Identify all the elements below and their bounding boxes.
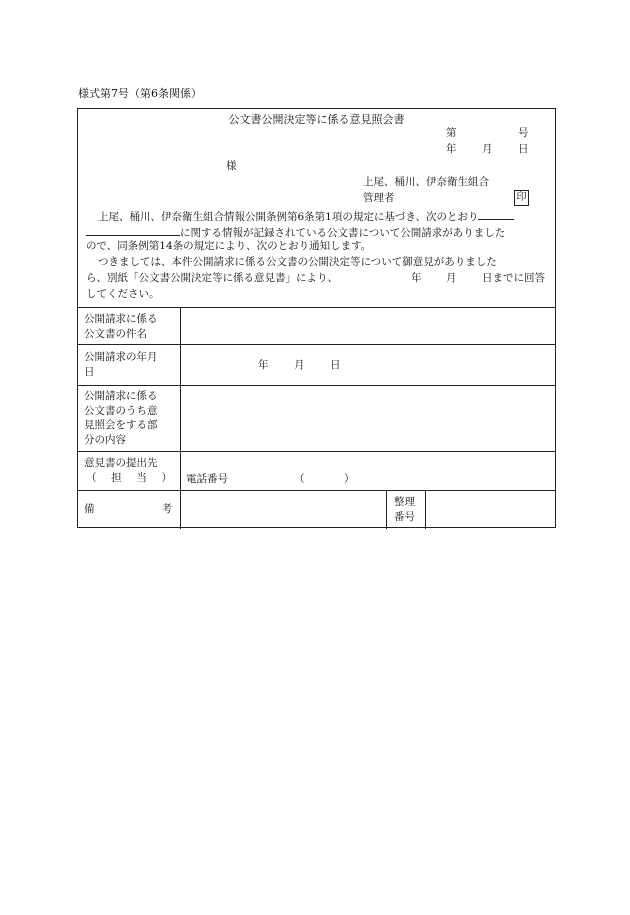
request-date-year: 年 xyxy=(258,359,269,371)
body-line-6: してください。 xyxy=(86,288,160,300)
subject-blank-continued xyxy=(86,223,180,236)
phone-close-paren: ） xyxy=(344,473,355,485)
row-submission-label: 意見書の提出先 （ 担 当 ） xyxy=(84,457,172,484)
reply-deadline-month: 月 xyxy=(446,272,457,284)
reply-deadline-day: 日までに回答 xyxy=(482,272,545,284)
body-line-2: に関する情報が記録されている公文書について公開請求がありました xyxy=(86,223,505,241)
date-month: 月 xyxy=(482,143,493,155)
row-inquiry-content-label: 公開請求に係る 公文書のうち意 見照会をする部 分の内容 xyxy=(84,390,158,446)
inquiry-form xyxy=(77,108,556,528)
addressee-suffix: 様 xyxy=(226,160,237,172)
table-row-divider xyxy=(78,451,555,452)
request-date-month: 月 xyxy=(294,359,305,371)
row-subject-label: 公開請求に係る 公文書の件名 xyxy=(84,313,158,340)
phone-open-paren: （ xyxy=(294,473,305,485)
body-line-3: ので、同条例第14条の規定により、次のとおり通知します。 xyxy=(86,240,372,252)
subject-blank xyxy=(478,207,514,220)
date-year: 年 xyxy=(446,143,457,155)
row-remarks-label: 備 考 xyxy=(84,503,172,515)
phone-number-label: 電話番号 xyxy=(186,473,228,485)
reference-number-label: 整理 番号 xyxy=(394,496,415,523)
document-title: 公文書公開決定等に係る意見照会書 xyxy=(228,113,405,126)
table-row-divider xyxy=(78,385,555,386)
body-line-4: つきましては、本件公開請求に係る公文書の公開決定等について御意見がありました xyxy=(98,256,497,268)
table-column-divider xyxy=(386,490,387,529)
document-number-prefix: 第 xyxy=(446,127,457,139)
sender-role: 管理者 xyxy=(363,192,395,204)
body-line-1: 上尾、桶川、伊奈衛生組合情報公開条例第6条第1項の規定に基づき、次のとおり xyxy=(98,207,514,225)
reply-deadline-year: 年 xyxy=(411,272,422,284)
request-date-day: 日 xyxy=(330,359,341,371)
table-top-border xyxy=(78,307,555,308)
date-day: 日 xyxy=(518,143,529,155)
body-line-5: ら、別紙「公文書公開決定等に係る意見書」により、 xyxy=(86,272,338,284)
row-request-date-label: 公開請求の年月 日 xyxy=(84,351,158,378)
sender-organization: 上尾、桶川、伊奈衛生組合 xyxy=(363,176,489,188)
table-column-divider xyxy=(180,307,181,529)
table-row-divider xyxy=(78,344,555,345)
seal-mark: 印 xyxy=(514,190,529,206)
table-column-divider xyxy=(425,490,426,529)
form-number: 様式第7号（第6条関係） xyxy=(78,87,202,100)
table-row-divider xyxy=(78,490,555,491)
document-number-suffix: 号 xyxy=(518,127,529,139)
